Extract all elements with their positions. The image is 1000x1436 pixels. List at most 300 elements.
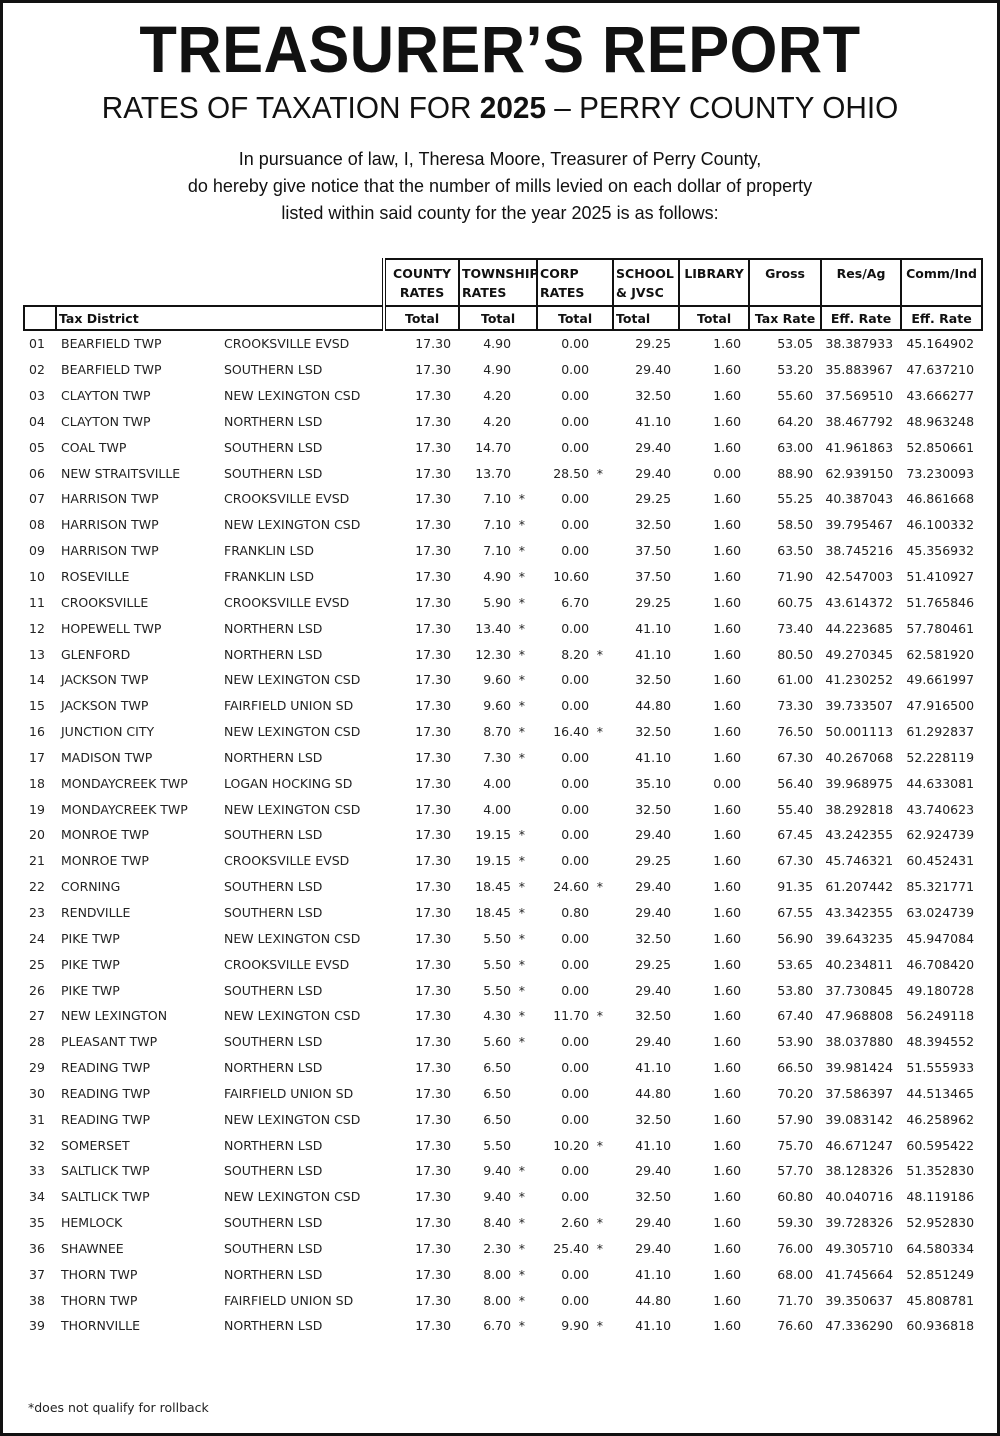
county-rate: 17.30: [415, 1266, 452, 1282]
school-rate: 29.40: [635, 1163, 672, 1179]
library-rate: 1.60: [713, 543, 742, 559]
township-rate-cell: [459, 1029, 537, 1055]
corp-rate: 6.70: [561, 594, 590, 610]
rollback-marker: *: [518, 646, 526, 662]
table-row: [24, 1184, 982, 1210]
table-row: [24, 693, 982, 719]
rollback-marker: *: [518, 698, 526, 714]
corp-rate: 9.90: [561, 1318, 590, 1334]
school-rate: 32.50: [635, 672, 672, 688]
table-row: [24, 951, 982, 977]
district-number: 10: [29, 569, 45, 585]
school-rate: 41.10: [635, 749, 672, 765]
library-rate: 1.60: [713, 362, 742, 378]
rollback-marker: *: [518, 1318, 526, 1334]
res-ag-eff-rate: 38.128326: [825, 1163, 894, 1179]
footnote: *does not qualify for rollback: [28, 1400, 209, 1415]
gross-tax-rate: 64.20: [777, 413, 814, 429]
district-number: 03: [29, 388, 45, 404]
corp-rate-cell: [537, 1184, 613, 1210]
rollback-marker: *: [596, 1318, 604, 1334]
rollback-marker: *: [518, 672, 526, 688]
comm-ind-eff-rate: 48.394552: [906, 1034, 975, 1050]
township-rate-cell: [459, 796, 537, 822]
gross-tax-rate: 75.70: [777, 1137, 814, 1153]
corp-rate: 0.00: [561, 388, 590, 404]
corp-rate-cell: [537, 1029, 613, 1055]
township-rate-cell: [459, 1132, 537, 1158]
res-ag-eff-rate: 40.040716: [825, 1189, 894, 1205]
res-ag-eff-rate: 43.614372: [825, 594, 894, 610]
header-gross: Gross: [749, 259, 821, 306]
table-row: [24, 1106, 982, 1132]
tax-district-name: NEW STRAITSVILLE: [61, 465, 181, 481]
district-number: 26: [29, 982, 45, 998]
library-rate: 1.60: [713, 1008, 742, 1024]
township-rate: 6.50: [483, 1111, 512, 1127]
township-rate: 18.45: [475, 879, 512, 895]
res-ag-eff-rate: 49.270345: [825, 646, 894, 662]
corp-rate-cell: [537, 1003, 613, 1029]
township-rate: 4.30: [483, 1008, 512, 1024]
corp-rate-cell: [537, 641, 613, 667]
tax-district-name: SOMERSET: [61, 1137, 130, 1153]
library-rate: 1.60: [713, 672, 742, 688]
tax-district-name: COAL TWP: [61, 439, 127, 455]
school-rate: 32.50: [635, 517, 672, 533]
school-district-name: SOUTHERN LSD: [224, 982, 323, 998]
township-rate-cell: [459, 1261, 537, 1287]
table-row: [24, 1003, 982, 1029]
district-number: 17: [29, 749, 45, 765]
rollback-marker: *: [518, 956, 526, 972]
township-rate-cell: [459, 925, 537, 951]
district-number: 06: [29, 465, 45, 481]
table-row: [24, 1029, 982, 1055]
county-rate: 17.30: [415, 465, 452, 481]
school-district-name: CROOKSVILLE EVSD: [224, 491, 350, 507]
res-ag-eff-rate: 39.643235: [825, 930, 894, 946]
tax-district-name: BEARFIELD TWP: [61, 362, 162, 378]
township-rate: 13.70: [475, 465, 512, 481]
corp-rate-cell: [537, 848, 613, 874]
township-rate: 7.10: [483, 517, 512, 533]
res-ag-eff-rate: 37.569510: [825, 388, 894, 404]
school-rate: 29.40: [635, 982, 672, 998]
subheader-comm-eff-rate: Eff. Rate: [901, 306, 982, 330]
res-ag-eff-rate: 42.547003: [825, 569, 894, 585]
library-rate: 1.60: [713, 388, 742, 404]
table-row: [24, 667, 982, 693]
district-number: 12: [29, 620, 45, 636]
township-rate: 8.00: [483, 1266, 512, 1282]
township-rate-cell: [459, 564, 537, 590]
township-rate-cell: [459, 538, 537, 564]
corp-rate: 0.00: [561, 1163, 590, 1179]
corp-rate-cell: [537, 1261, 613, 1287]
library-rate: 1.60: [713, 930, 742, 946]
township-rate: 4.20: [483, 413, 512, 429]
comm-ind-eff-rate: 45.356932: [906, 543, 975, 559]
township-rate: 5.50: [483, 1137, 512, 1153]
tax-district-name: JACKSON TWP: [61, 698, 149, 714]
township-rate-cell: [459, 641, 537, 667]
rollback-marker: *: [518, 879, 526, 895]
school-rate: 29.40: [635, 465, 672, 481]
library-rate: 1.60: [713, 1189, 742, 1205]
rollback-marker: *: [596, 1137, 604, 1153]
school-district-name: CROOKSVILLE EVSD: [224, 594, 350, 610]
school-rate: 29.40: [635, 827, 672, 843]
county-rate: 17.30: [415, 1111, 452, 1127]
township-rate: 12.30: [475, 646, 512, 662]
corp-rate: 0.00: [561, 930, 590, 946]
rollback-marker: *: [596, 1215, 604, 1231]
school-rate: 37.50: [635, 569, 672, 585]
corp-rate: 2.60: [561, 1215, 590, 1231]
table-row: [24, 357, 982, 383]
comm-ind-eff-rate: 52.851249: [906, 1266, 975, 1282]
school-district-name: FAIRFIELD UNION SD: [224, 1292, 354, 1308]
table-row: [24, 330, 982, 357]
township-rate: 6.50: [483, 1085, 512, 1101]
corp-rate: 0.00: [561, 1292, 590, 1308]
township-rate-cell: [459, 1158, 537, 1184]
library-rate: 1.60: [713, 1034, 742, 1050]
district-number: 33: [29, 1163, 45, 1179]
gross-tax-rate: 53.90: [777, 1034, 814, 1050]
school-district-name: SOUTHERN LSD: [224, 879, 323, 895]
res-ag-eff-rate: 44.223685: [825, 620, 894, 636]
gross-tax-rate: 70.20: [777, 1085, 814, 1101]
comm-ind-eff-rate: 60.595422: [906, 1137, 975, 1153]
tax-district-name: MADISON TWP: [61, 749, 153, 765]
township-rate: 5.90: [483, 594, 512, 610]
township-rate: 8.70: [483, 724, 512, 740]
res-ag-eff-rate: 43.342355: [825, 904, 894, 920]
table-row: [24, 900, 982, 926]
comm-ind-eff-rate: 52.228119: [906, 749, 975, 765]
township-rate: 9.60: [483, 672, 512, 688]
gross-tax-rate: 60.80: [777, 1189, 814, 1205]
res-ag-eff-rate: 49.305710: [825, 1240, 894, 1256]
tax-district-name: HARRISON TWP: [61, 517, 159, 533]
comm-ind-eff-rate: 57.780461: [906, 620, 975, 636]
library-rate: 1.60: [713, 1266, 742, 1282]
table-row: [24, 719, 982, 745]
school-rate: 44.80: [635, 1292, 672, 1308]
district-number: 27: [29, 1008, 45, 1024]
gross-tax-rate: 67.45: [777, 827, 814, 843]
library-rate: 1.60: [713, 1137, 742, 1153]
school-rate: 32.50: [635, 724, 672, 740]
table-row: [24, 770, 982, 796]
district-number: 15: [29, 698, 45, 714]
rollback-marker: *: [518, 827, 526, 843]
gross-tax-rate: 71.90: [777, 569, 814, 585]
comm-ind-eff-rate: 43.740623: [906, 801, 975, 817]
township-rate-cell: [459, 900, 537, 926]
library-rate: 1.60: [713, 336, 742, 352]
district-number: 37: [29, 1266, 45, 1282]
library-rate: 1.60: [713, 1292, 742, 1308]
corp-rate: 10.20: [553, 1137, 590, 1153]
library-rate: 1.60: [713, 698, 742, 714]
corp-rate: 0.00: [561, 698, 590, 714]
school-rate: 37.50: [635, 543, 672, 559]
comm-ind-eff-rate: 44.633081: [906, 775, 975, 791]
school-district-name: SOUTHERN LSD: [224, 439, 323, 455]
comm-ind-eff-rate: 45.947084: [906, 930, 975, 946]
comm-ind-eff-rate: 52.850661: [906, 439, 975, 455]
res-ag-eff-rate: 45.746321: [825, 853, 894, 869]
table-row: [24, 848, 982, 874]
tax-district-name: MONDAYCREEK TWP: [61, 775, 188, 791]
corp-rate: 0.00: [561, 1034, 590, 1050]
rollback-marker: *: [596, 879, 604, 895]
rollback-marker: *: [518, 1163, 526, 1179]
tax-district-name: JACKSON TWP: [61, 672, 149, 688]
township-rate-cell: [459, 1080, 537, 1106]
rollback-marker: *: [518, 749, 526, 765]
corp-rate-cell: [537, 745, 613, 771]
township-rate-cell: [459, 512, 537, 538]
corp-rate-cell: [537, 512, 613, 538]
school-district-name: NEW LEXINGTON CSD: [224, 724, 361, 740]
header-res-ag: Res/Ag: [821, 259, 901, 306]
comm-ind-eff-rate: 52.952830: [906, 1215, 975, 1231]
subheader-gross-tax-rate: Tax Rate: [749, 306, 821, 330]
township-rate-cell: [459, 460, 537, 486]
header-corp: CORP RATES: [537, 259, 613, 306]
county-rate: 17.30: [415, 879, 452, 895]
township-rate: 9.40: [483, 1163, 512, 1179]
township-rate-cell: [459, 589, 537, 615]
township-rate: 7.10: [483, 543, 512, 559]
district-number: 11: [29, 594, 45, 610]
township-rate-cell: [459, 1106, 537, 1132]
township-rate-cell: [459, 1210, 537, 1236]
res-ag-eff-rate: 39.795467: [825, 517, 894, 533]
table-row: [24, 538, 982, 564]
corp-rate: 11.70: [553, 1008, 590, 1024]
district-number: 01: [29, 336, 45, 352]
gross-tax-rate: 71.70: [777, 1292, 814, 1308]
comm-ind-eff-rate: 46.708420: [906, 956, 975, 972]
rollback-marker: *: [596, 1008, 604, 1024]
school-rate: 35.10: [635, 775, 672, 791]
table-body: [24, 330, 982, 1339]
school-rate: 29.25: [635, 853, 672, 869]
corp-rate: 0.00: [561, 853, 590, 869]
corp-rate: 0.00: [561, 749, 590, 765]
rollback-marker: *: [596, 646, 604, 662]
township-rate: 19.15: [475, 853, 512, 869]
rollback-marker: *: [518, 724, 526, 740]
library-rate: 1.60: [713, 646, 742, 662]
school-district-name: SOUTHERN LSD: [224, 1034, 323, 1050]
district-number: 22: [29, 879, 45, 895]
district-number: 39: [29, 1318, 45, 1334]
corp-rate-cell: [537, 330, 613, 357]
table-row: [24, 512, 982, 538]
corp-rate: 0.00: [561, 827, 590, 843]
county-rate: 17.30: [415, 413, 452, 429]
school-district-name: NEW LEXINGTON CSD: [224, 1111, 361, 1127]
township-rate-cell: [459, 1184, 537, 1210]
school-rate: 29.25: [635, 336, 672, 352]
county-rate: 17.30: [415, 1163, 452, 1179]
corp-rate-cell: [537, 1210, 613, 1236]
county-rate: 17.30: [415, 672, 452, 688]
township-rate: 4.90: [483, 362, 512, 378]
tax-district-name: HARRISON TWP: [61, 543, 159, 559]
gross-tax-rate: 55.25: [777, 491, 814, 507]
rollback-marker: *: [518, 1189, 526, 1205]
township-rate: 8.00: [483, 1292, 512, 1308]
school-rate: 32.50: [635, 1189, 672, 1205]
township-rate-cell: [459, 874, 537, 900]
library-rate: 1.60: [713, 1085, 742, 1101]
gross-tax-rate: 66.50: [777, 1060, 814, 1076]
corp-rate: 0.00: [561, 1189, 590, 1205]
township-rate-cell: [459, 693, 537, 719]
table-row: [24, 1236, 982, 1262]
district-number: 24: [29, 930, 45, 946]
comm-ind-eff-rate: 61.292837: [906, 724, 975, 740]
school-district-name: NORTHERN LSD: [224, 413, 323, 429]
res-ag-eff-rate: 38.745216: [825, 543, 894, 559]
school-rate: 32.50: [635, 1008, 672, 1024]
corp-rate-cell: [537, 770, 613, 796]
tax-district-name: THORN TWP: [61, 1292, 138, 1308]
tax-district-name: HEMLOCK: [61, 1215, 123, 1231]
res-ag-eff-rate: 39.083142: [825, 1111, 894, 1127]
corp-rate: 0.00: [561, 801, 590, 817]
tax-district-name: PLEASANT TWP: [61, 1034, 158, 1050]
comm-ind-eff-rate: 47.916500: [906, 698, 975, 714]
township-rate-cell: [459, 667, 537, 693]
res-ag-eff-rate: 62.939150: [825, 465, 894, 481]
res-ag-eff-rate: 38.037880: [825, 1034, 894, 1050]
gross-tax-rate: 57.70: [777, 1163, 814, 1179]
rollback-marker: *: [518, 543, 526, 559]
comm-ind-eff-rate: 56.249118: [906, 1008, 975, 1024]
township-rate-cell: [459, 486, 537, 512]
res-ag-eff-rate: 39.981424: [825, 1060, 894, 1076]
library-rate: 1.60: [713, 749, 742, 765]
township-rate: 9.60: [483, 698, 512, 714]
school-district-name: FAIRFIELD UNION SD: [224, 1085, 354, 1101]
gross-tax-rate: 63.00: [777, 439, 814, 455]
county-rate: 17.30: [415, 1240, 452, 1256]
table-row: [24, 977, 982, 1003]
subtitle-suffix: – PERRY COUNTY OHIO: [546, 90, 899, 125]
table-row: [24, 925, 982, 951]
county-rate: 17.30: [415, 1318, 452, 1334]
library-rate: 1.60: [713, 620, 742, 636]
header-school: SCHOOL & JVSC: [613, 259, 679, 306]
township-rate-cell: [459, 1236, 537, 1262]
rollback-marker: *: [518, 1292, 526, 1308]
table-row: [24, 1158, 982, 1184]
gross-tax-rate: 76.50: [777, 724, 814, 740]
corp-rate-cell: [537, 1132, 613, 1158]
group-header-row: [24, 259, 982, 306]
corp-rate-cell: [537, 383, 613, 409]
rollback-marker: *: [518, 1240, 526, 1256]
school-district-name: CROOKSVILLE EVSD: [224, 956, 350, 972]
comm-ind-eff-rate: 51.765846: [906, 594, 975, 610]
rollback-marker: *: [518, 594, 526, 610]
comm-ind-eff-rate: 43.666277: [906, 388, 975, 404]
gross-tax-rate: 63.50: [777, 543, 814, 559]
school-district-name: NEW LEXINGTON CSD: [224, 672, 361, 688]
district-number: 29: [29, 1060, 45, 1076]
county-rate: 17.30: [415, 1085, 452, 1101]
corp-rate-cell: [537, 693, 613, 719]
county-rate: 17.30: [415, 646, 452, 662]
gross-tax-rate: 91.35: [777, 879, 814, 895]
district-number: 14: [29, 672, 45, 688]
intro-line: do hereby give notice that the number of mills levied on each dollar of property: [187, 176, 813, 196]
rollback-marker: *: [518, 491, 526, 507]
library-rate: 1.60: [713, 569, 742, 585]
tax-district-name: CORNING: [61, 879, 121, 895]
table-row: [24, 409, 982, 435]
gross-tax-rate: 88.90: [777, 465, 814, 481]
school-rate: 41.10: [635, 646, 672, 662]
school-rate: 41.10: [635, 620, 672, 636]
comm-ind-eff-rate: 51.410927: [906, 569, 975, 585]
comm-ind-eff-rate: 47.637210: [906, 362, 975, 378]
corp-rate: 0.00: [561, 543, 590, 559]
township-rate-cell: [459, 745, 537, 771]
district-number: 35: [29, 1215, 45, 1231]
township-rate: 4.20: [483, 388, 512, 404]
county-rate: 17.30: [415, 1034, 452, 1050]
corp-rate: 0.00: [561, 982, 590, 998]
school-district-name: LOGAN HOCKING SD: [224, 775, 353, 791]
comm-ind-eff-rate: 62.924739: [906, 827, 975, 843]
res-ag-eff-rate: 39.350637: [825, 1292, 894, 1308]
comm-ind-eff-rate: 46.861668: [906, 491, 975, 507]
library-rate: 1.60: [713, 1318, 742, 1334]
county-rate: 17.30: [415, 724, 452, 740]
corp-rate-cell: [537, 977, 613, 1003]
school-district-name: NEW LEXINGTON CSD: [224, 517, 361, 533]
gross-tax-rate: 68.00: [777, 1266, 814, 1282]
tax-district-name: NEW LEXINGTON: [61, 1008, 168, 1024]
comm-ind-eff-rate: 44.513465: [906, 1085, 975, 1101]
county-rate: 17.30: [415, 620, 452, 636]
county-rate: 17.30: [415, 569, 452, 585]
township-rate-cell: [459, 1313, 537, 1339]
corp-rate-cell: [537, 667, 613, 693]
tax-district-name: SHAWNEE: [61, 1240, 124, 1256]
header-tax-district: Tax District: [56, 306, 384, 330]
corp-rate-cell: [537, 460, 613, 486]
rollback-marker: *: [518, 1266, 526, 1282]
school-district-name: NORTHERN LSD: [224, 1060, 323, 1076]
rollback-marker: *: [518, 982, 526, 998]
gross-tax-rate: 76.00: [777, 1240, 814, 1256]
district-number: 21: [29, 853, 45, 869]
corp-rate-cell: [537, 1158, 613, 1184]
table-row: [24, 1261, 982, 1287]
intro-line: In pursuance of law, I, Theresa Moore, Treasurer of Perry County,: [238, 149, 762, 169]
district-number: 38: [29, 1292, 45, 1308]
